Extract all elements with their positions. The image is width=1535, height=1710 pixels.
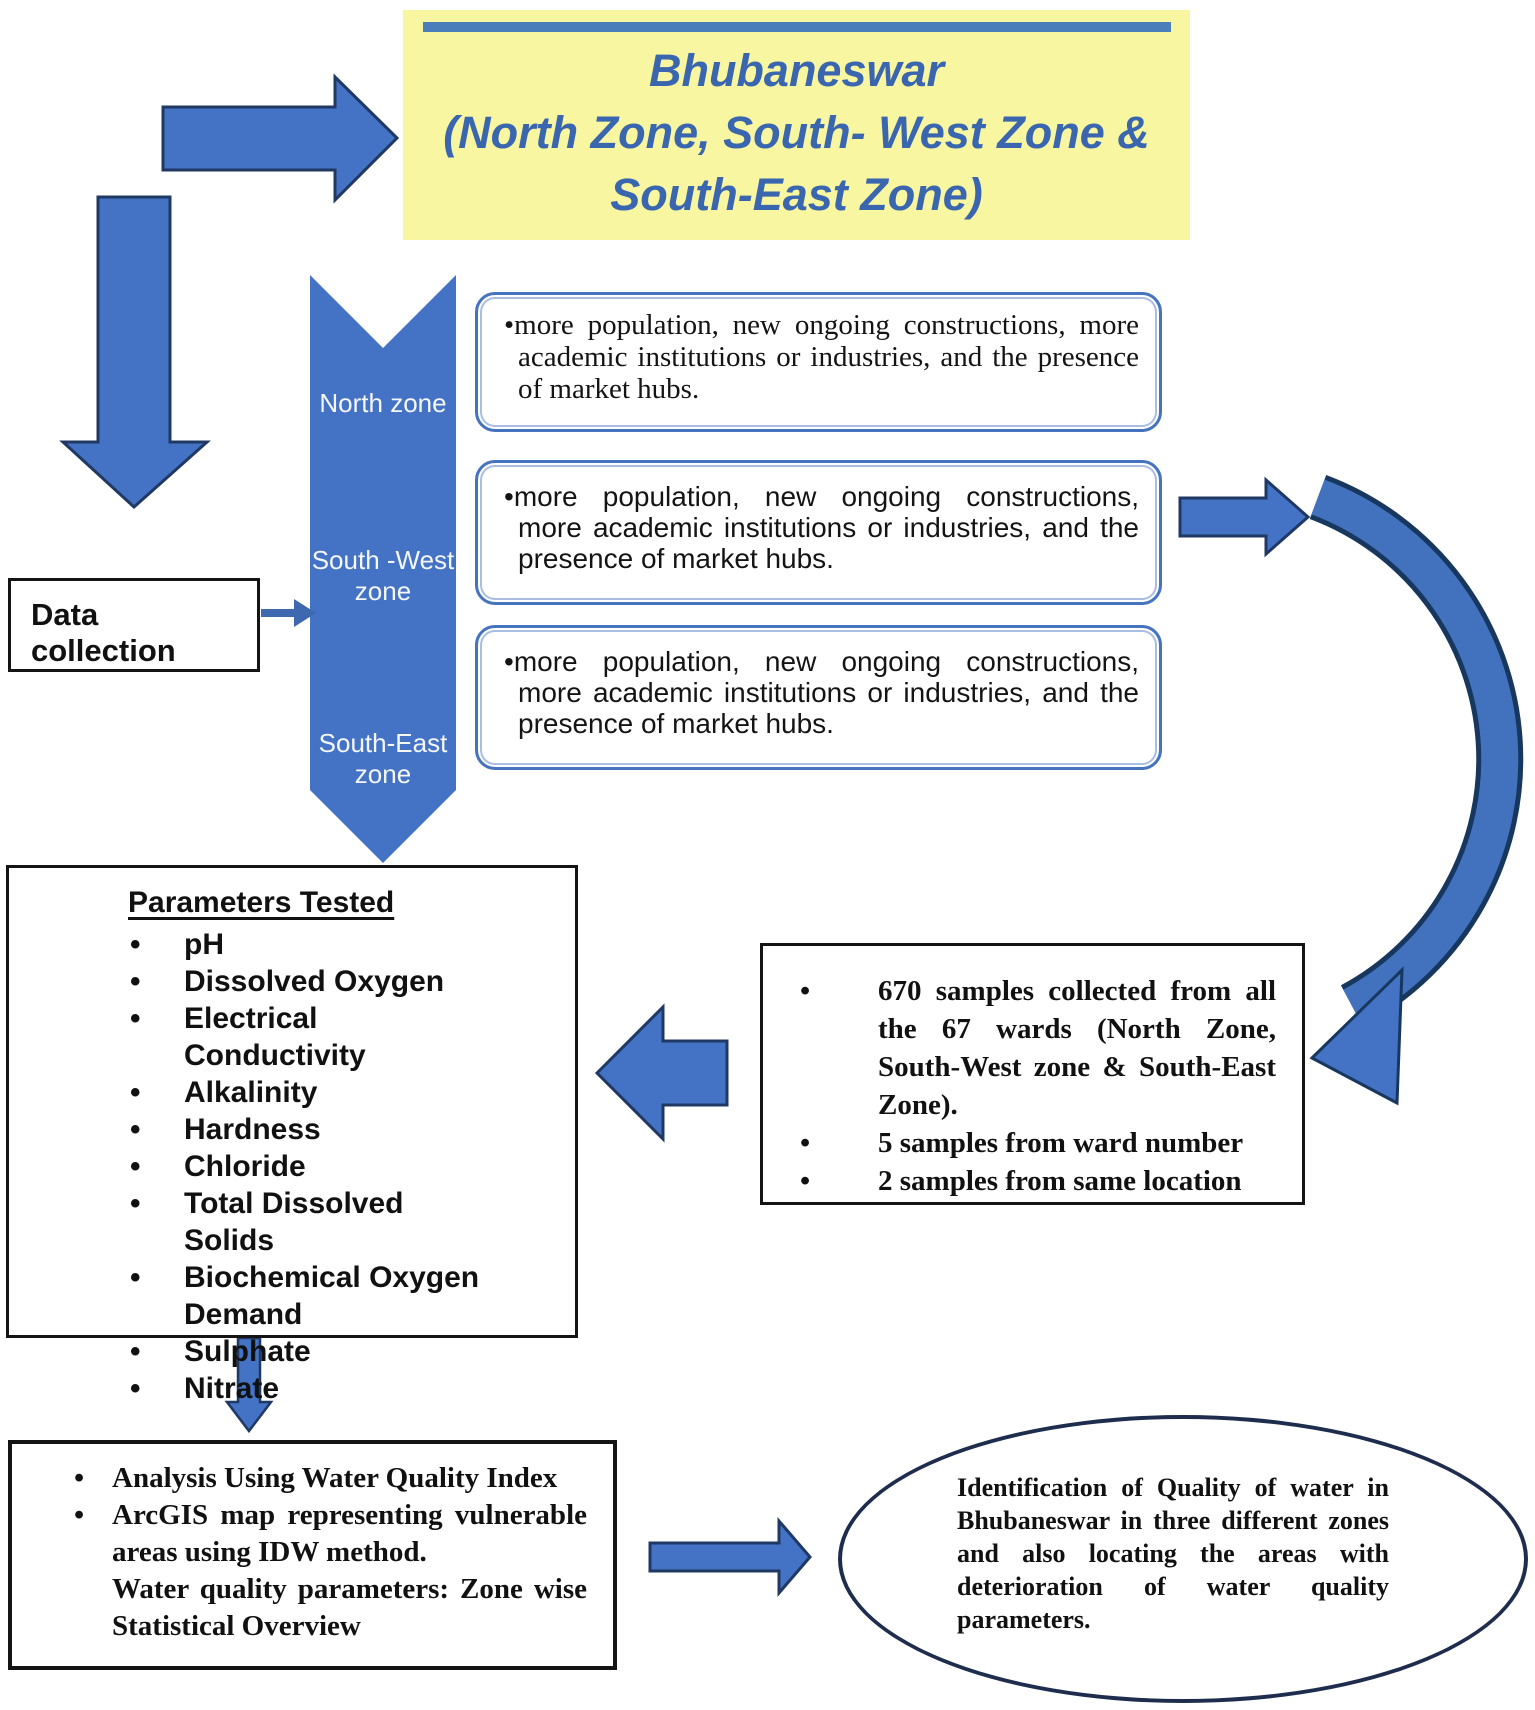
left-arrow-icon	[597, 1007, 727, 1139]
parameter-item: • pH	[128, 926, 490, 963]
south-east-zone-description-box	[475, 625, 1162, 770]
parameters-list	[128, 926, 490, 1407]
parameter-item: • Total Dissolved Solids	[128, 1185, 490, 1259]
south-west-zone-description-box	[475, 460, 1162, 605]
parameters-heading: Parameters Tested	[128, 886, 395, 919]
parameter-item: • Electrical Conductivity	[128, 1000, 490, 1074]
data-collection-label: Data collection	[31, 597, 176, 668]
samples-list	[878, 972, 1276, 1200]
zone-label-south-east: South-East zone	[318, 728, 448, 789]
mid-right-arrow-icon	[1180, 480, 1308, 554]
parameter-item: • Biochemical Oxygen Demand	[128, 1259, 490, 1333]
samples-item: • 2 samples from same location	[878, 1162, 1276, 1200]
south-east-zone-description-text: more population, new ongoing constructions, more academic institutions or industries, and the presence of market hubs.	[513, 646, 1139, 739]
outcome-text: Identification of Quality of water in Bhubaneswar in three different zones and also locating the areas with deterioration of water quality parameters.	[957, 1473, 1389, 1634]
bullet: •	[504, 646, 514, 677]
parameter-item: • Nitrate	[128, 1370, 490, 1407]
parameters-tested-box	[6, 865, 578, 1405]
title-line-3: South-East Zone)	[610, 169, 983, 220]
north-zone-description-box	[475, 292, 1162, 432]
bullet: •	[504, 481, 514, 512]
samples-box	[760, 943, 1305, 1205]
parameter-item: • Hardness	[128, 1111, 490, 1148]
zone-label-south-west: South -West zone	[311, 545, 455, 606]
samples-item: • 5 samples from ward number	[878, 1124, 1276, 1162]
right-arrow-icon	[163, 77, 397, 200]
analysis-item: • ArcGIS map representing vulnerable areas using IDW method.	[112, 1497, 587, 1571]
south-west-zone-description-text: more population, new ongoing constructions, more academic institutions or industries, and the presence of market hubs.	[513, 481, 1139, 574]
page-title	[403, 40, 1190, 226]
samples-item: • 670 samples collected from all the 67 wards (North Zone, South-West zone & South-East Zone).	[878, 972, 1276, 1124]
south-west-zone-description	[504, 481, 1139, 574]
parameter-item: • Alkalinity	[128, 1074, 490, 1111]
data-collection-box	[8, 578, 260, 672]
analysis-continuation: Water quality parameters: Zone wise Statistical Overview	[112, 1573, 587, 1642]
analysis-item: • Analysis Using Water Quality Index	[112, 1460, 587, 1497]
analysis-box	[8, 1440, 617, 1670]
title-accent-bar	[423, 22, 1171, 32]
north-zone-description	[504, 309, 1139, 405]
ellipse-right-arrow-icon	[650, 1521, 810, 1593]
parameter-item: • Sulphate	[128, 1333, 490, 1370]
zone-label-north: North zone	[319, 388, 447, 418]
down-arrow-icon	[63, 197, 207, 507]
parameter-item: • Dissolved Oxygen	[128, 963, 490, 1000]
title-line-1: Bhubaneswar	[648, 45, 945, 96]
outcome-ellipse	[838, 1415, 1528, 1703]
north-zone-description-text: more population, new ongoing constructions, more academic institutions or industries, and the presence of market hubs.	[514, 309, 1139, 405]
analysis-list	[112, 1460, 587, 1571]
south-east-zone-description	[504, 646, 1139, 739]
title-box	[403, 10, 1190, 240]
title-line-2: (North Zone, South- West Zone &	[443, 107, 1150, 158]
curved-arrow-icon	[1312, 497, 1500, 1103]
parameter-item: • Chloride	[128, 1148, 490, 1185]
bullet: •	[504, 309, 515, 341]
